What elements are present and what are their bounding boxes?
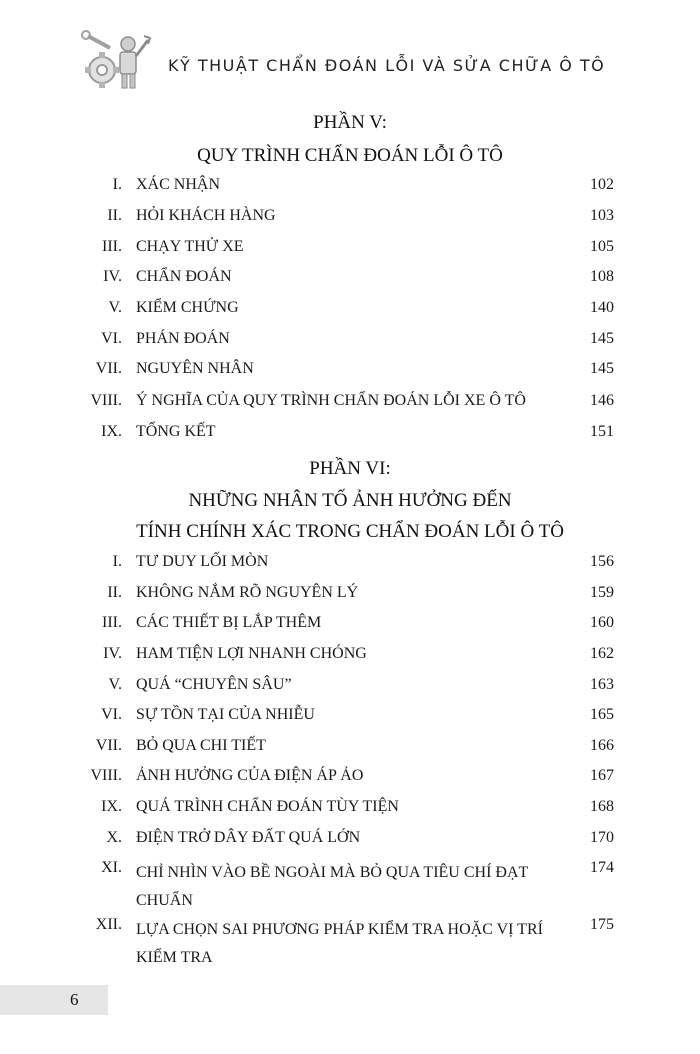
- toc-entry-page: 162: [590, 645, 614, 662]
- toc-entry-page: 151: [590, 423, 614, 440]
- toc-entry-number: VII.: [95, 737, 122, 754]
- toc-entry-number: IX.: [101, 423, 122, 440]
- toc-entry-title: CÁC THIẾT BỊ LẮP THÊM: [136, 614, 322, 631]
- toc-entry-page: 174: [590, 859, 614, 876]
- toc-entry-number: I.: [112, 176, 122, 193]
- toc-entry-number: XI.: [101, 859, 122, 876]
- footer-page-tab: [0, 985, 108, 1015]
- toc-entry-title: SỰ TỒN TẠI CỦA NHIỄU: [136, 706, 315, 723]
- toc-entry-title: KHÔNG NẮM RÕ NGUYÊN LÝ: [136, 584, 359, 601]
- toc-entry[interactable]: [0, 798, 700, 824]
- toc-entry[interactable]: [0, 207, 700, 233]
- toc-entry-title: TƯ DUY LỐI MÒN: [136, 553, 269, 570]
- toc-entry-page: 168: [590, 798, 614, 815]
- toc-entry-page: 103: [590, 207, 614, 224]
- toc-entry-number: V.: [108, 299, 122, 316]
- toc-entry-page: 167: [590, 767, 614, 784]
- toc-entry-title: CHỈ NHÌN VÀO BỀ NGOÀI MÀ BỎ QUA TIÊU CHÍ ĐẠT CHUẨN: [136, 864, 528, 909]
- part-6-subtitle-line-1: NHỮNG NHÂN TỐ ẢNH HƯỞNG ĐẾN: [188, 490, 512, 511]
- toc-entry[interactable]: [0, 553, 700, 579]
- toc-entry-page: 102: [590, 176, 614, 193]
- toc-entry[interactable]: [0, 584, 700, 610]
- toc-entry-page: 166: [590, 737, 614, 754]
- toc-entry-title: ẢNH HƯỞNG CỦA ĐIỆN ÁP ẢO: [136, 767, 364, 784]
- toc-entry[interactable]: [0, 268, 700, 294]
- toc-entry-number: III.: [102, 238, 122, 255]
- toc-entry-number: VIII.: [90, 767, 122, 784]
- toc-entry-number: XII.: [95, 916, 122, 933]
- page-header: [80, 28, 640, 98]
- toc-entry-page: 145: [590, 330, 614, 347]
- toc-entry-number: III.: [102, 614, 122, 631]
- toc-entry[interactable]: [0, 614, 700, 640]
- toc-entry-page: 105: [590, 238, 614, 255]
- toc-entry[interactable]: [0, 829, 700, 855]
- toc-entry-number: IV.: [103, 645, 122, 662]
- toc-entry[interactable]: [0, 238, 700, 264]
- toc-entry[interactable]: [0, 392, 700, 418]
- toc-entry[interactable]: [0, 299, 700, 325]
- toc-entry[interactable]: [0, 330, 700, 356]
- book-title: KỸ THUẬT CHẨN ĐOÁN LỖI VÀ SỬA CHỮA Ô TÔ: [168, 56, 606, 75]
- toc-entry[interactable]: [0, 767, 700, 793]
- toc-entry[interactable]: [0, 423, 700, 449]
- toc-entry-page: 163: [590, 676, 614, 693]
- toc-entry-number: VIII.: [90, 392, 122, 409]
- toc-entry-title: KIỂM CHỨNG: [136, 299, 239, 316]
- toc-entry-title: HỎI KHÁCH HÀNG: [136, 207, 276, 224]
- toc-entry[interactable]: [0, 645, 700, 671]
- part-5-heading: PHẦN V:: [313, 112, 387, 133]
- toc-entry-number: I.: [112, 553, 122, 570]
- toc-entry[interactable]: [0, 859, 700, 915]
- toc-entry-page: 170: [590, 829, 614, 846]
- toc-entry-title: XÁC NHẬN: [136, 176, 220, 193]
- toc-entry[interactable]: [0, 737, 700, 763]
- gear-robot-icon: [80, 30, 152, 92]
- toc-entry-page: 146: [590, 392, 614, 409]
- toc-entry-title: CHẠY THỬ XE: [136, 238, 244, 255]
- toc-entry-number: VII.: [95, 360, 122, 377]
- toc-entry-title: HAM TIỆN LỢI NHANH CHÓNG: [136, 645, 367, 662]
- toc-entry-title: ĐIỆN TRỞ DÂY ĐẤT QUÁ LỚN: [136, 829, 361, 846]
- toc-entry-page: 175: [590, 916, 614, 933]
- toc-entry-title: TỔNG KẾT: [136, 423, 216, 440]
- toc-entry-title: NGUYÊN NHÂN: [136, 360, 254, 377]
- toc-entry-number: IV.: [103, 268, 122, 285]
- toc-entry-title: QUÁ “CHUYÊN SÂU”: [136, 676, 292, 693]
- toc-entry-title: BỎ QUA CHI TIẾT: [136, 737, 266, 754]
- toc-entry-number: II.: [107, 584, 122, 601]
- toc-entry[interactable]: [0, 916, 700, 972]
- toc-entry-page: 165: [590, 706, 614, 723]
- toc-entry-number: IX.: [101, 798, 122, 815]
- toc-entry-number: X.: [106, 829, 122, 846]
- toc-entry-number: VI.: [101, 330, 122, 347]
- toc-entry-page: 140: [590, 299, 614, 316]
- toc-entry-number: V.: [108, 676, 122, 693]
- toc-entry-page: 145: [590, 360, 614, 377]
- toc-entry[interactable]: [0, 360, 700, 386]
- toc-entry-title: PHÁN ĐOÁN: [136, 330, 230, 347]
- toc-entry-title: LỰA CHỌN SAI PHƯƠNG PHÁP KIỂM TRA HOẶC VỊ TRÍ KIỂM TRA: [136, 921, 543, 966]
- page-number: 6: [70, 990, 79, 1009]
- toc-entry-number: VI.: [101, 706, 122, 723]
- toc-entry-page: 156: [590, 553, 614, 570]
- part-6-subtitle-line-2: TÍNH CHÍNH XÁC TRONG CHẨN ĐOÁN LỖI Ô TÔ: [136, 521, 564, 542]
- toc-entry[interactable]: [0, 676, 700, 702]
- part-6-heading: PHẦN VI:: [309, 458, 391, 479]
- toc-entry-title: CHẨN ĐOÁN: [136, 268, 232, 285]
- toc-entry[interactable]: [0, 706, 700, 732]
- toc-entry-page: 159: [590, 584, 614, 601]
- toc-entry-page: 108: [590, 268, 614, 285]
- toc-entry-title: Ý NGHĨA CỦA QUY TRÌNH CHẨN ĐOÁN LỖI XE Ô TÔ: [136, 392, 526, 409]
- toc-entry-page: 160: [590, 614, 614, 631]
- toc-entry-title: QUÁ TRÌNH CHẨN ĐOÁN TÙY TIỆN: [136, 798, 399, 815]
- toc-entry-number: II.: [107, 207, 122, 224]
- toc-entry[interactable]: [0, 176, 700, 202]
- part-5-subtitle: QUY TRÌNH CHẨN ĐOÁN LỖI Ô TÔ: [197, 145, 503, 166]
